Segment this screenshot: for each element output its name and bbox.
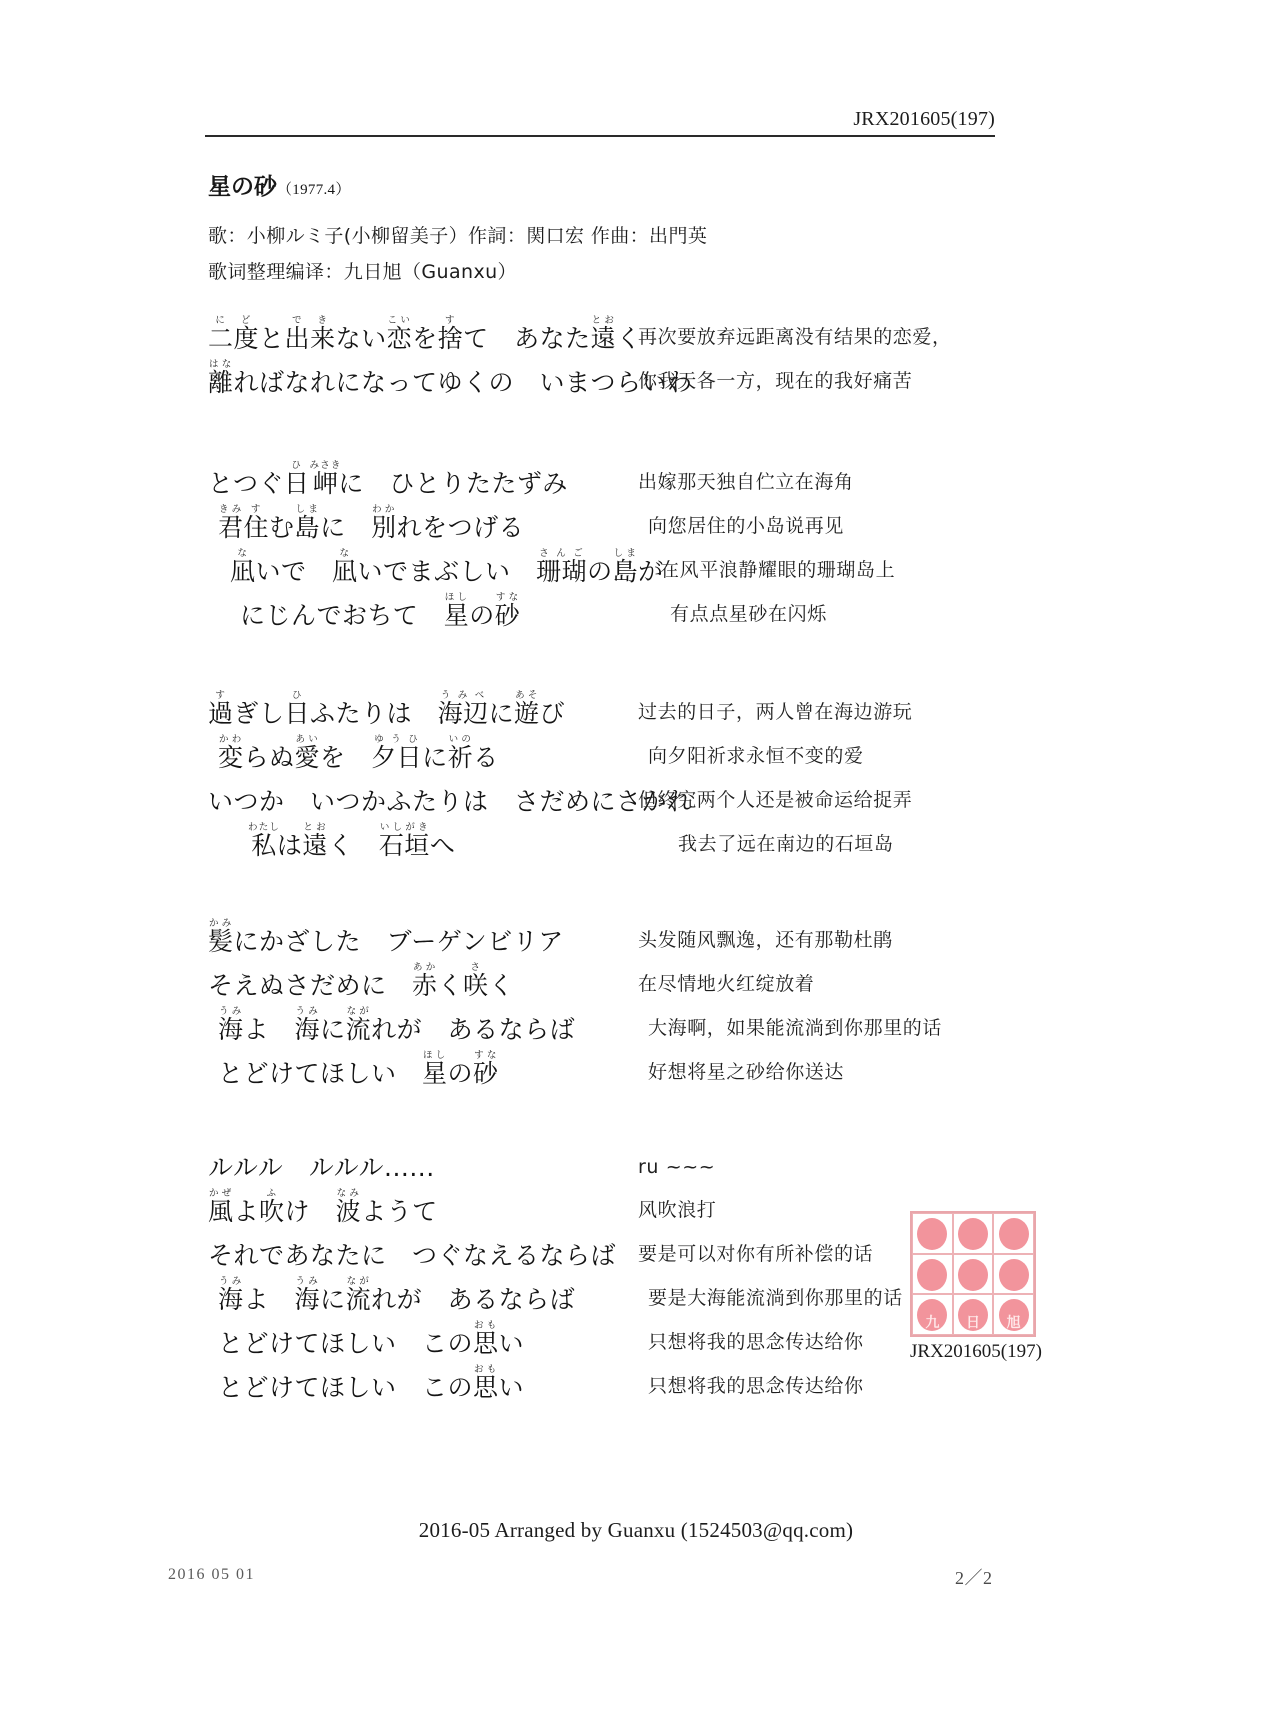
- lyric-row: [208, 771, 1208, 815]
- lyric-chinese-translation: 在风平浪静耀眼的珊瑚岛上: [660, 559, 896, 581]
- lyric-chinese-translation: 但终究两个人还是被命运给捉弄: [638, 789, 913, 811]
- lyric-japanese: [208, 1188, 638, 1225]
- lyric-kana-run: け: [284, 1196, 336, 1226]
- ruby-annotated-kanji: 砂すな: [494, 591, 521, 630]
- lyric-kana-run: ぎし: [233, 698, 285, 728]
- lyric-kana-run: の: [587, 556, 613, 586]
- lyric-row: [208, 308, 1208, 352]
- lyric-kana-run: が: [638, 556, 664, 586]
- lyric-row: [208, 911, 1208, 955]
- ruby-annotated-kanji: 私わたし: [248, 821, 281, 860]
- furigana: かみ: [208, 917, 234, 929]
- furigana: うみ: [294, 1005, 321, 1017]
- seal-ink-blot: [958, 1218, 988, 1250]
- lyric-chinese-translation: 只想将我的思念传达给你: [648, 1331, 864, 1353]
- lyric-kana-run: く: [488, 970, 515, 1000]
- lyric-kana-run: とどけてほしい: [218, 1058, 423, 1088]
- seal-character: 旭: [1006, 1315, 1021, 1331]
- lyric-row: [208, 727, 1208, 771]
- ruby-annotated-kanji: 星ほし: [443, 591, 470, 630]
- furigana: あそ: [514, 689, 540, 701]
- seal-character: 九: [925, 1315, 940, 1331]
- ruby-annotated-kanji: 遠とお: [590, 314, 617, 353]
- ruby-annotated-kanji: 石垣いしがき: [378, 821, 430, 860]
- lyric-kana-run: とどけてほしい この: [218, 1372, 474, 1402]
- lyric-row: [208, 497, 1208, 541]
- ruby-annotated-kanji: 流なが: [345, 1005, 372, 1044]
- ruby-annotated-kanji: 日ひ: [284, 689, 311, 728]
- seal-cell: [912, 1294, 953, 1335]
- lyric-kana-run: に ひとりたたずみ: [338, 468, 568, 498]
- lyric-row: [208, 585, 1208, 629]
- furigana: す: [208, 689, 234, 701]
- lyric-kana-run: る: [473, 742, 499, 772]
- furigana: な: [230, 547, 256, 559]
- furigana: なみ: [335, 1187, 362, 1199]
- lyric-kana-run: く: [616, 323, 642, 353]
- lyric-kana-run: に: [320, 1284, 346, 1314]
- furigana: ゆうひ: [371, 733, 423, 745]
- lyric-kana-run: び: [539, 698, 566, 728]
- artist-seal: [910, 1211, 1036, 1337]
- furigana: な: [332, 547, 358, 559]
- ruby-annotated-kanji: 凪な: [332, 547, 358, 586]
- lyric-chinese-translation: 只想将我的思念传达给你: [648, 1375, 864, 1397]
- furigana: うみ: [294, 1275, 321, 1287]
- furigana: いの: [447, 733, 474, 745]
- furigana: とお: [590, 314, 617, 326]
- ruby-annotated-kanji: 凪な: [230, 547, 256, 586]
- lyric-japanese: [208, 1050, 648, 1087]
- furigana: す: [437, 314, 464, 326]
- furigana: しま: [294, 503, 321, 515]
- lyric-kana-run: いでまぶしい: [357, 556, 537, 586]
- lyric-chinese-translation: 出嫁那天独自伫立在海角: [638, 471, 854, 493]
- lyric-stanza: [208, 911, 1208, 1087]
- ruby-annotated-kanji: 星ほし: [422, 1049, 448, 1088]
- ruby-annotated-kanji: 海うみ: [218, 1275, 244, 1314]
- seal-ink-blot: [999, 1259, 1029, 1291]
- ruby-annotated-kanji: 遊あそ: [514, 689, 540, 728]
- lyric-kana-run: ルルル ルルル......: [208, 1152, 435, 1182]
- lyric-kana-run: に: [320, 1014, 346, 1044]
- seal-document-code: JRX201605(197): [910, 1341, 1042, 1362]
- ruby-annotated-kanji: 夕日ゆうひ: [371, 733, 423, 772]
- lyric-chinese-translation: 在尽情地火红绽放着: [638, 973, 815, 995]
- lyric-kana-run: を: [320, 742, 372, 772]
- ruby-annotated-kanji: 波なみ: [335, 1187, 362, 1226]
- lyric-japanese: [208, 1240, 638, 1270]
- lyric-chinese-translation: 头发随风飘逸，还有那勒杜鹃: [638, 929, 893, 951]
- furigana: なが: [345, 1005, 372, 1017]
- footer-date: 2016 05 01: [168, 1566, 255, 1583]
- furigana: ひ: [284, 689, 311, 701]
- furigana: すな: [494, 591, 521, 603]
- lyric-kana-run: い: [498, 1372, 525, 1402]
- lyric-row: [208, 352, 1208, 396]
- seal-cell: [953, 1213, 994, 1254]
- furigana: うみ: [218, 1005, 244, 1017]
- lyric-chinese-translation: 我去了远在南边的石垣岛: [678, 833, 894, 855]
- seal-cell: [993, 1294, 1034, 1335]
- lyric-chinese-translation: 再次要放弃远距离没有结果的恋爱，: [638, 326, 952, 348]
- lyric-kana-run: らぬ: [243, 742, 295, 772]
- lyric-row: [208, 1269, 1208, 1313]
- ruby-annotated-kanji: 思おも: [473, 1363, 499, 1402]
- ruby-annotated-kanji: 住す: [243, 503, 270, 542]
- credit-translator-line: 歌词整理编译：九日旭（Guanxu）: [208, 261, 517, 284]
- lyric-stanza: [208, 453, 1208, 629]
- ruby-annotated-kanji: 海うみ: [294, 1005, 321, 1044]
- lyric-kana-run: そえぬさだめに: [208, 970, 413, 1000]
- lyric-row: [208, 1181, 1208, 1225]
- lyrics-body: [208, 308, 1208, 1441]
- furigana: ほし: [443, 591, 470, 603]
- furigana: はな: [208, 358, 234, 370]
- lyric-japanese: [208, 547, 664, 586]
- ruby-annotated-kanji: 変かわ: [218, 733, 244, 772]
- lyric-kana-run: ようて: [361, 1196, 438, 1226]
- furigana: で: [284, 314, 311, 326]
- lyric-chinese-translation: 大海啊，如果能流淌到你那里的话: [648, 1017, 943, 1039]
- furigana: こい: [386, 314, 413, 326]
- lyric-kana-run: ればなれになってゆくの いまつらいわ: [233, 367, 693, 397]
- seal-block: [910, 1211, 1042, 1363]
- lyric-row: [208, 1137, 1208, 1181]
- ruby-annotated-kanji: 度ど: [233, 314, 260, 353]
- seal-cell: [953, 1294, 994, 1335]
- lyric-japanese: [208, 504, 648, 541]
- furigana: に: [208, 314, 234, 326]
- ruby-annotated-kanji: 吹ふ: [259, 1187, 285, 1226]
- lyric-chinese-translation: 向夕阳祈求永恒不变的爱: [648, 745, 864, 767]
- ruby-annotated-kanji: 捨す: [437, 314, 464, 353]
- lyric-kana-run: よ: [243, 1284, 295, 1314]
- furigana: す: [243, 503, 270, 515]
- furigana: かぜ: [208, 1187, 234, 1199]
- footer-arranged-by: 2016-05 Arranged by Guanxu (1524503@qq.com): [418, 1518, 854, 1542]
- lyric-kana-run: く: [327, 830, 379, 860]
- lyric-row: [208, 683, 1208, 727]
- ruby-annotated-kanji: 海うみ: [294, 1275, 321, 1314]
- lyric-row: [208, 1225, 1208, 1269]
- ruby-annotated-kanji: 珊瑚さんご: [536, 547, 588, 586]
- ruby-annotated-kanji: 愛あい: [294, 733, 321, 772]
- lyric-japanese: [208, 1320, 648, 1357]
- lyric-kana-run: よ: [243, 1014, 295, 1044]
- lyric-kana-run: へ: [429, 830, 456, 860]
- furigana: みさき: [309, 459, 342, 471]
- furigana: き: [310, 314, 336, 326]
- ruby-annotated-kanji: 過す: [208, 689, 234, 728]
- ruby-annotated-kanji: 出で: [284, 314, 311, 353]
- lyric-row: [208, 1313, 1208, 1357]
- furigana: おも: [473, 1319, 499, 1331]
- ruby-annotated-kanji: 島しま: [612, 547, 639, 586]
- ruby-annotated-kanji: 風かぜ: [208, 1187, 234, 1226]
- lyric-chinese-translation: 风吹浪打: [638, 1199, 717, 1221]
- lyric-japanese: [208, 592, 670, 629]
- lyric-japanese: [208, 1364, 648, 1401]
- ruby-annotated-kanji: 別わか: [371, 503, 397, 542]
- ruby-annotated-kanji: 海辺うみべ: [437, 689, 489, 728]
- lyric-kana-run: い: [498, 1328, 525, 1358]
- ruby-annotated-kanji: 恋こい: [386, 314, 413, 353]
- seal-cell: [993, 1213, 1034, 1254]
- seal-cell: [953, 1254, 994, 1295]
- furigana: わたし: [248, 821, 281, 833]
- ruby-annotated-kanji: 流なが: [345, 1275, 372, 1314]
- lyric-chinese-translation: 向您居住的小岛说再见: [648, 515, 845, 537]
- furigana: すな: [473, 1049, 499, 1061]
- ruby-annotated-kanji: 二に: [208, 314, 234, 353]
- lyric-japanese: [208, 1006, 648, 1043]
- lyric-chinese-translation: 要是可以对你有所补偿的话: [638, 1243, 874, 1265]
- furigana: さんご: [536, 547, 588, 559]
- furigana: いしがき: [378, 821, 430, 833]
- lyric-row: [208, 955, 1208, 999]
- seal-cell: [912, 1254, 953, 1295]
- furigana: ひ: [284, 459, 310, 471]
- lyric-chinese-translation: 有点点星砂在闪烁: [670, 603, 827, 625]
- furigana: うみべ: [437, 689, 489, 701]
- lyric-chinese-translation: 过去的日子，两人曾在海边游玩: [638, 701, 913, 723]
- furigana: うみ: [218, 1275, 244, 1287]
- lyric-row: [208, 453, 1208, 497]
- furigana: あい: [294, 733, 321, 745]
- lyric-kana-run: それであなたに つぐなえるならば: [208, 1240, 617, 1270]
- ruby-annotated-kanji: 髪かみ: [208, 917, 234, 956]
- furigana: しま: [612, 547, 639, 559]
- ruby-annotated-kanji: 海うみ: [218, 1005, 244, 1044]
- ruby-annotated-kanji: 思おも: [473, 1319, 499, 1358]
- lyric-kana-run: く: [437, 970, 464, 1000]
- lyric-row: [208, 1043, 1208, 1087]
- lyric-kana-run: に: [320, 512, 372, 542]
- furigana: ど: [233, 314, 260, 326]
- lyric-chinese-translation: ru ~~~: [638, 1156, 716, 1178]
- lyric-kana-run: ない: [335, 323, 387, 353]
- lyric-kana-run: いつか いつかふたりは さだめにさかれ: [208, 786, 693, 816]
- header-document-code: JRX201605(197): [853, 108, 995, 130]
- lyric-japanese: [208, 314, 642, 353]
- furigana: かわ: [218, 733, 244, 745]
- lyric-row: [208, 1357, 1208, 1401]
- ruby-annotated-kanji: 砂すな: [473, 1049, 499, 1088]
- song-title-text: 星の砂: [208, 174, 277, 200]
- lyric-stanza: [208, 1137, 1208, 1401]
- ruby-annotated-kanji: 離はな: [208, 358, 234, 397]
- furigana: ふ: [259, 1187, 285, 1199]
- lyric-chinese-translation: 要是大海能流淌到你那里的话: [648, 1287, 903, 1309]
- ruby-annotated-kanji: 島しま: [294, 503, 321, 542]
- lyric-kana-run: とどけてほしい この: [218, 1328, 474, 1358]
- furigana: なが: [345, 1275, 372, 1287]
- lyric-kana-run: いで: [255, 556, 333, 586]
- lyric-japanese: [208, 1276, 648, 1313]
- ruby-annotated-kanji: 咲さ: [463, 961, 489, 1000]
- title-block: [208, 172, 1008, 288]
- lyric-row: [208, 999, 1208, 1043]
- lyric-kana-run: を: [412, 323, 438, 353]
- lyric-japanese: [208, 1152, 638, 1182]
- ruby-annotated-kanji: 祈いの: [447, 733, 474, 772]
- lyric-japanese: [208, 734, 648, 771]
- lyric-japanese: [208, 962, 638, 999]
- ruby-annotated-kanji: 岬みさき: [309, 459, 342, 498]
- lyric-kana-run: にじんでおちて: [240, 600, 444, 630]
- seal-cell: [993, 1254, 1034, 1295]
- lyric-stanza: [208, 683, 1208, 859]
- lyric-kana-run: よ: [233, 1196, 260, 1226]
- furigana: さ: [463, 961, 489, 973]
- furigana: おも: [473, 1363, 499, 1375]
- lyric-kana-run: の: [469, 600, 495, 630]
- furigana: きみ: [218, 503, 244, 515]
- lyric-japanese: [208, 460, 638, 497]
- lyric-kana-run: の: [447, 1058, 474, 1088]
- lyric-kana-run: に: [422, 742, 448, 772]
- lyric-kana-run: れが あるならば: [371, 1284, 576, 1314]
- ruby-annotated-kanji: 日ひ: [284, 459, 310, 498]
- page-header: [205, 108, 995, 137]
- seal-character: 日: [965, 1315, 980, 1331]
- lyric-kana-run: とつぐ: [208, 468, 285, 498]
- song-title-year: （1977.4）: [277, 182, 351, 198]
- lyric-row: [208, 541, 1208, 585]
- lyric-japanese: [208, 358, 693, 397]
- lyric-kana-run: に: [488, 698, 515, 728]
- page-title: [208, 172, 1008, 203]
- furigana: とお: [302, 821, 328, 833]
- ruby-annotated-kanji: 来き: [310, 314, 336, 353]
- seal-ink-blot: [917, 1218, 947, 1250]
- lyric-kana-run: にかざした ブーゲンビリア: [233, 926, 564, 956]
- lyric-kana-run: れをつげる: [396, 512, 525, 542]
- lyric-japanese: [208, 690, 638, 727]
- lyric-kana-run: れが あるならば: [371, 1014, 576, 1044]
- furigana: あか: [412, 961, 438, 973]
- lyric-kana-run: ふたりは: [310, 698, 438, 728]
- lyric-stanza: [208, 308, 1208, 396]
- ruby-annotated-kanji: 君きみ: [218, 503, 244, 542]
- lyric-chinese-translation: 好想将星之砂给你送达: [648, 1061, 845, 1083]
- lyric-japanese: [208, 822, 678, 859]
- ruby-annotated-kanji: 遠とお: [302, 821, 328, 860]
- ruby-annotated-kanji: 赤あか: [412, 961, 438, 1000]
- lyric-chinese-translation: 你我天各一方，现在的我好痛苦: [638, 370, 913, 392]
- footer-page-number: 2／2: [955, 1568, 993, 1588]
- lyric-kana-run: て あなた: [463, 323, 591, 353]
- lyric-japanese: [208, 786, 693, 816]
- lyric-japanese: [208, 918, 638, 955]
- lyric-kana-run: は: [276, 830, 303, 860]
- seal-cell: [912, 1213, 953, 1254]
- seal-ink-blot: [958, 1259, 988, 1291]
- credit-performer-line: 歌：小柳ルミ子(小柳留美子）作詞：関口宏 作曲：出門英: [208, 225, 708, 248]
- seal-ink-blot: [999, 1218, 1029, 1250]
- furigana: わか: [371, 503, 397, 515]
- lyric-kana-run: む: [269, 512, 295, 542]
- seal-ink-blot: [917, 1259, 947, 1291]
- lyric-row: [208, 815, 1208, 859]
- header-divider: [205, 135, 995, 137]
- lyric-kana-run: と: [259, 323, 285, 353]
- furigana: ほし: [422, 1049, 448, 1061]
